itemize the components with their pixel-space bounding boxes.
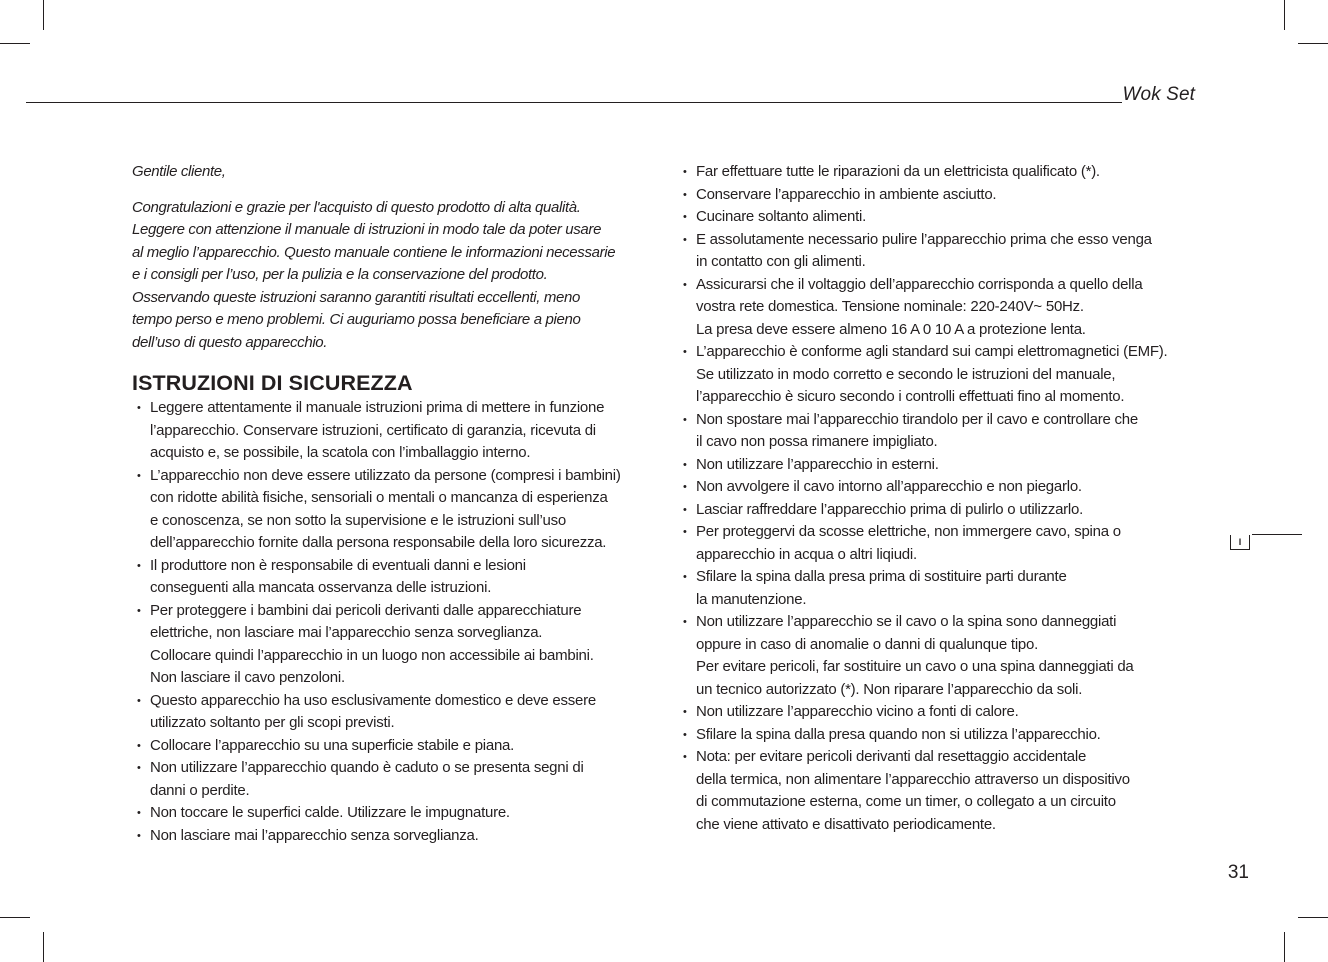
safety-item xyxy=(683,724,1208,747)
safety-item xyxy=(137,555,657,600)
safety-item-line: apparecchio in acqua o altri liqiudi. xyxy=(696,545,917,563)
safety-item xyxy=(137,600,657,690)
safety-item-line: Per proteggervi da scosse elettriche, non immergere cavo, spina o xyxy=(696,523,1121,540)
crop-mark-top-right-v xyxy=(1284,0,1285,30)
safety-item xyxy=(683,701,1208,724)
safety-item xyxy=(683,521,1208,566)
safety-item-line: Leggere attentamente il manuale istruzioni prima di mettere in funzione xyxy=(150,399,605,416)
safety-item-line: Conservare l’apparecchio in ambiente asciutto. xyxy=(696,185,997,203)
safety-item-line: Nota: per evitare pericoli derivanti dal resettaggio accidentale xyxy=(696,748,1087,765)
safety-item-line: Collocare l’apparecchio su una superficie stabile e piana. xyxy=(150,736,515,754)
safety-item-line: dell’apparecchio fornite dalla persona responsabile della loro sicurezza. xyxy=(150,534,607,551)
side-tab-rule xyxy=(1252,534,1302,535)
safety-item xyxy=(683,161,1208,184)
safety-item xyxy=(137,735,657,758)
safety-item-line: Cucinare soltanto alimenti. xyxy=(696,208,867,225)
crop-mark-top-left-h xyxy=(0,43,30,44)
safety-item-line: Non spostare mai l’apparecchio tirandolo per il cavo e controllare che xyxy=(696,410,1138,428)
safety-item-line: l’apparecchio è sicuro secondo i controlli effettuati fino al momento. xyxy=(696,388,1125,405)
intro-line: Congratulazioni e grazie per l'acquisto di questo prodotto di alta qualità. xyxy=(132,198,581,216)
safety-item xyxy=(137,465,657,555)
safety-item-line: un tecnico autorizzato (*). Non riparare l’apparecchio da soli. xyxy=(696,680,1083,698)
safety-item-line: il cavo non possa rimanere impigliato. xyxy=(696,433,938,450)
safety-item-line: Lasciar raffreddare l’apparecchio prima di pulirlo o utilizzarlo. xyxy=(696,500,1083,518)
safety-item-line: utilizzato soltanto per gli scopi previsti. xyxy=(150,714,395,731)
safety-item-line: Non utilizzare l’apparecchio se il cavo o la spina sono danneggiati xyxy=(696,613,1117,630)
safety-list-right xyxy=(683,161,1208,836)
safety-title: ISTRUZIONI DI SICUREZZA xyxy=(132,371,413,395)
safety-item-line: l’apparecchio. Conservare istruzioni, certificato di garanzia, ricevuta di xyxy=(150,421,596,439)
crop-mark-top-left-v xyxy=(43,0,44,30)
safety-item-line: in contatto con gli alimenti. xyxy=(696,253,866,270)
safety-item-line: Se utilizzato in modo corretto e secondo le istruzioni del manuale, xyxy=(696,365,1116,383)
safety-item-line: vostra rete domestica. Tensione nominale: 220-240V~ 50Hz. xyxy=(696,298,1084,315)
safety-item xyxy=(137,397,657,465)
safety-item-line: Non lasciare il cavo penzoloni. xyxy=(150,669,345,686)
safety-item-line: della termica, non alimentare l’apparecchio attraverso un dispositivo xyxy=(696,770,1130,788)
safety-item xyxy=(683,476,1208,499)
safety-item-line: oppure in caso di anomalie o danni di qualunque tipo. xyxy=(696,635,1039,653)
safety-item-line: acquisto e, se possibile, la scatola con l’imballaggio interno. xyxy=(150,444,531,461)
safety-item-line: Per proteggere i bambini dai pericoli derivanti dalle apparecchiature xyxy=(150,601,582,619)
safety-item-line: Sfilare la spina dalla presa quando non si utilizza l’apparecchio. xyxy=(696,725,1101,743)
safety-item-line: Non utilizzare l’apparecchio vicino a fonti di calore. xyxy=(696,703,1019,720)
intro-paragraph xyxy=(132,197,657,355)
safety-item-line: La presa deve essere almeno 16 A 0 10 A a protezione lenta. xyxy=(696,320,1086,338)
crop-mark-bottom-left-v xyxy=(43,932,44,962)
safety-item-line: Non utilizzare l’apparecchio quando è caduto o se presenta segni di xyxy=(150,759,584,776)
safety-item xyxy=(137,825,657,848)
safety-item-line: di commutazione esterna, come un timer, o collegato a un circuito xyxy=(696,793,1116,810)
safety-item-line: che viene attivato e disattivato periodicamente. xyxy=(696,815,996,833)
safety-item-line: Non utilizzare l’apparecchio in esterni. xyxy=(696,455,939,473)
intro-line: Leggere con attenzione il manuale di istruzioni in modo tale da poter usare xyxy=(132,221,602,238)
safety-item xyxy=(683,566,1208,611)
safety-item xyxy=(137,757,657,802)
safety-item xyxy=(683,746,1208,836)
language-tab: I xyxy=(1230,535,1250,550)
safety-item xyxy=(683,499,1208,522)
safety-item-line: la manutenzione. xyxy=(696,590,807,608)
safety-item xyxy=(683,454,1208,477)
safety-item xyxy=(683,409,1208,454)
safety-item xyxy=(137,802,657,825)
safety-item xyxy=(683,341,1208,409)
safety-item xyxy=(683,611,1208,701)
safety-item-line: elettriche, non lasciare mai l’apparecchio senza sorveglianza. xyxy=(150,624,543,641)
safety-item xyxy=(683,206,1208,229)
intro-line: dell’uso di questo apparecchio. xyxy=(132,333,328,351)
greeting: Gentile cliente, xyxy=(132,163,226,180)
safety-item-line: con ridotte abilità fisiche, sensoriali o mentali o mancanza di esperienza xyxy=(150,489,608,506)
safety-item xyxy=(683,229,1208,274)
intro-text xyxy=(132,161,657,354)
safety-item xyxy=(137,690,657,735)
safety-item-line: Far effettuare tutte le riparazioni da un elettricista qualificato (*). xyxy=(696,163,1100,180)
crop-mark-bottom-right-h xyxy=(1298,917,1328,918)
intro-line: al meglio l’apparecchio. Questo manuale contiene le informazioni necessarie xyxy=(132,243,616,261)
page-number: 31 xyxy=(1227,862,1249,883)
safety-item-line: L’apparecchio non deve essere utilizzato da persone (compresi i bambini) xyxy=(150,466,621,484)
safety-item-line: danni o perdite. xyxy=(150,781,250,799)
safety-item-line: Collocare quindi l’apparecchio in un luogo non accessibile ai bambini. xyxy=(150,646,594,664)
safety-item-line: Questo apparecchio ha uso esclusivamente domestico e deve essere xyxy=(150,691,596,709)
intro-line: Osservando queste istruzioni saranno garantiti risultati eccellenti, meno xyxy=(132,288,581,306)
safety-item-line: conseguenti alla mancata osservanza delle istruzioni. xyxy=(150,579,492,596)
header-rule xyxy=(26,102,1122,103)
safety-item-line: E assolutamente necessario pulire l’apparecchio prima che esso venga xyxy=(696,230,1152,248)
safety-item-line: Sfilare la spina dalla presa prima di sostituire parti durante xyxy=(696,568,1067,585)
safety-item-line: L’apparecchio è conforme agli standard sui campi elettromagnetici (EMF). xyxy=(696,343,1168,360)
safety-item-line: Assicurarsi che il voltaggio dell’apparecchio corrisponda a quello della xyxy=(696,275,1143,293)
crop-mark-bottom-right-v xyxy=(1284,932,1285,962)
safety-item xyxy=(683,274,1208,342)
safety-item-line: Per evitare pericoli, far sostituire un cavo o una spina danneggiati da xyxy=(696,658,1134,675)
crop-mark-bottom-left-h xyxy=(0,917,30,918)
safety-item-line: Non avvolgere il cavo intorno all’apparecchio e non piegarlo. xyxy=(696,478,1082,495)
crop-mark-top-right-h xyxy=(1298,43,1328,44)
safety-item-line: Il produttore non è responsabile di eventuali danni e lesioni xyxy=(150,556,526,574)
safety-item-line: Non lasciare mai l’apparecchio senza sorveglianza. xyxy=(150,826,479,844)
intro-line: e i consigli per l’uso, per la pulizia e la conservazione del prodotto. xyxy=(132,266,548,283)
safety-item-line: e conoscenza, se non sotto la supervisione e le istruzioni sull’uso xyxy=(150,511,566,529)
header-title: Wok Set xyxy=(1122,84,1195,105)
safety-list-left xyxy=(137,397,657,847)
safety-item-line: Non toccare le superfici calde. Utilizzare le impugnature. xyxy=(150,804,510,821)
safety-item xyxy=(683,184,1208,207)
intro-line: tempo perso e meno problemi. Ci auguriamo possa beneficiare a pieno xyxy=(132,311,581,328)
